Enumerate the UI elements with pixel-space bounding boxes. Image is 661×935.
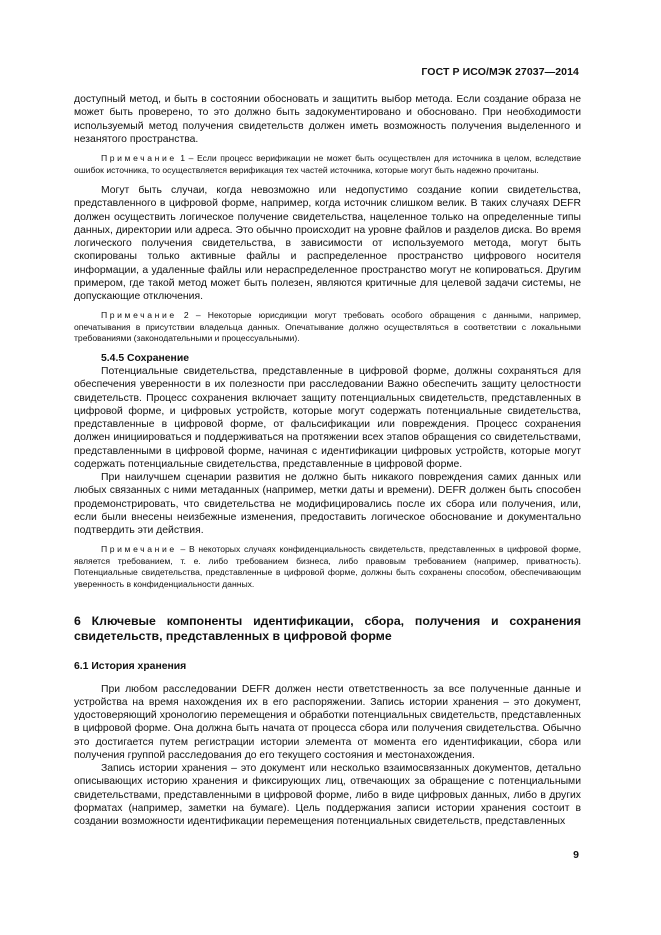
paragraph: Могут быть случаи, когда невозможно или недопустимо создание копии свидетельства, представленного в цифровой форме, например, когда источник слишком велик. В таких случаях DEFR должен осуществить логическое получение свидетельства, нацеленное только на определенные типы данных, директории или адреса. Это обычно происходит на уровне файлов и разделов диска. Во время логического получения свидетельства, в зависимости от используемого метода, могут быть скопированы только активные файлы и распределенное пространство цифрового носителя информации, а удаленные файлы или нераспределенное пространство могут не копироваться. Другим примером, где такой метод может быть полезен, являются критичные для целевой задачи системы, не допускающие отключения. [74,185,581,302]
note-2 [74,310,581,345]
paragraph: При любом расследовании DEFR должен нести ответственность за все полученные данные и устройства на время нахождения их в его распоряжении. Запись истории хранения – это документ, удостоверяющий хронологию перемещения и обработки потенциальных свидетельств, представленных в цифровой форме. Она должна быть начата от процесса сбора или получения свидетельства. Обычно это достигается путем регистрации истории элемента от момента его идентификации, сбора или получения группой расследования до его текущего состояния и местонахождения. [74,683,581,761]
note-1 [74,153,581,176]
note-3 [74,544,581,590]
section-heading-6-1: 6.1 История хранения [74,661,187,673]
page-number: 9 [573,849,579,861]
note-text: 2 – Некоторые юрисдикции могут требовать особого обращения с данными, например, опечатывания в присутствии владельца данных. Опечатывание должно осуществляться в соответствии с локальными требованиями (законодательными и процессуальными). [74,310,581,344]
paragraph: При наилучшем сценарии развития не должно быть никакого повреждения самих данных или любых связанных с ними метаданных (например, метки даты и времени). DEFR должен быть способен продемонстрировать, что свидетельства не модифицировались после их сбора или получения, или, если были внесены неизбежные изменения, предоставить логическое обоснование и документально подтвердить эти действия. [74,472,581,536]
section-heading-5-4-5: 5.4.5 Сохранение [101,352,189,364]
note-label: Примечание [101,153,177,163]
paragraph: Запись истории хранения – это документ или несколько взаимосвязанных документов, детально описывающих историю хранения и фиксирующих лиц, отвечающих за обращение с потенциальными свидетельствами, представленными в цифровой форме, либо в виде цифровых данных, либо в других форматах (например, заметки на бумаге). Цель поддержания записи истории хранения состоит в создании возможности идентификации перемещения потенциальных свидетельств, представленных [74,763,581,827]
note-label: Примечание [101,310,177,321]
paragraph: доступный метод, и быть в состоянии обосновать и защитить выбор метода. Если создание образа не может быть проверено, то это должно быть задокументировано и обосновано. При необходимости используемый метод получения свидетельств должен иметь возможность получения выделенного и незанятого пространства. [74,94,581,145]
note-text: – В некоторых случаях конфиденциальность свидетельств, представленных в цифровой форме, является требованием, т. е. либо требованием бизнеса, либо правовым требованием (например, приватность). Потенциальные свидетельства, представленные в цифровой форме, должны быть сохранены способом, обеспечивающим уверенность в конфиденциальности данных. [74,544,581,589]
page-body [74,93,581,828]
standard-header: ГОСТ Р ИСО/МЭК 27037—2014 [421,66,579,78]
note-label: Примечание [101,544,177,555]
section-heading-6: 6 Ключевые компоненты идентификации, сбора, получения и сохранения свидетельств, представленных в цифровой форме [74,614,581,644]
note-text: 1 – Если процесс верификации не может быть осуществлен для источника в целом, вследствие ошибок источника, то осуществляется верификация тех частей источника, которые могут быть надежно прочитаны. [74,153,581,175]
paragraph: Потенциальные свидетельства, представленные в цифровой форме, должны сохраняться для обеспечения уверенности в их полезности при расследовании Важно обеспечить защиту целостности свидетельств. Процесс сохранения включает защиту потенциальных свидетельств, представленных в цифровой форме, и цифровых устройств, которые могут содержать потенциальные свидетельства, представленные в цифровой форме, от фальсификации или повреждения. Процесс сохранения должен инициироваться и поддерживаться на протяжении всех этапов обращения со свидетельствами, представленными в цифровой форме, начиная с идентификации цифровых устройств, которые могут содержать потенциальные свидетельства, представленные в цифровой форме. [74,366,581,470]
